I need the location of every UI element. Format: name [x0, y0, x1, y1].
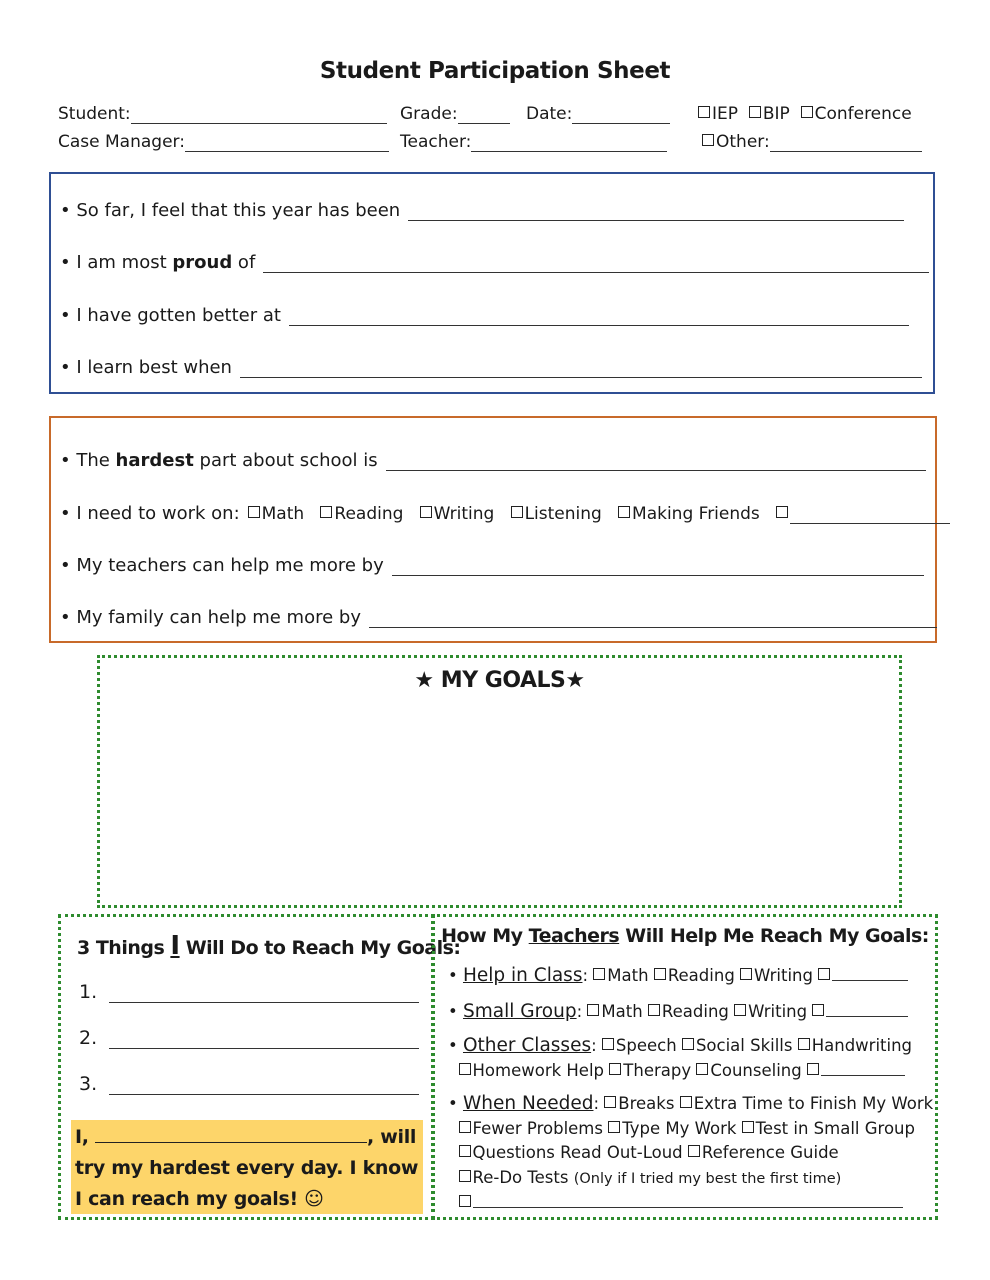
- other-classes-other-checkbox[interactable]: [807, 1061, 905, 1080]
- other-field[interactable]: [702, 132, 922, 152]
- prompt-year-feeling[interactable]: • So far, I feel that this year has been: [60, 200, 904, 221]
- test-small-group-checkbox[interactable]: Test in Small Group: [742, 1119, 915, 1138]
- group-math-checkbox[interactable]: Math: [587, 1002, 642, 1021]
- teachers-help-box: [432, 914, 938, 1220]
- reflection-section: [49, 172, 935, 394]
- social-skills-checkbox[interactable]: Social Skills: [682, 1036, 793, 1055]
- work-other-checkbox[interactable]: [776, 504, 950, 524]
- my-goals-box[interactable]: [97, 655, 902, 908]
- meeting-type-checkboxes: [698, 104, 912, 124]
- date-label: Date:: [526, 104, 573, 124]
- class-other-checkbox[interactable]: [818, 966, 908, 985]
- page-title: Student Participation Sheet: [319, 58, 671, 84]
- prompt-gotten-better[interactable]: • I have gotten better at: [60, 305, 909, 326]
- work-writing-checkbox[interactable]: Writing: [420, 504, 495, 524]
- my-goals-title: ★ MY GOALS★: [414, 668, 585, 693]
- bip-checkbox[interactable]: BIP: [749, 104, 790, 124]
- counseling-checkbox[interactable]: Counseling: [696, 1061, 801, 1080]
- three-things-box: [58, 914, 461, 1220]
- help-in-class-row: • Help in Class: Math Reading Writing: [448, 964, 908, 989]
- prompt-most-proud[interactable]: • I am most proud of: [60, 252, 929, 273]
- grade-label: Grade:: [400, 104, 458, 124]
- fewer-problems-checkbox[interactable]: Fewer Problems: [459, 1119, 603, 1138]
- breaks-checkbox[interactable]: Breaks: [604, 1094, 674, 1113]
- class-reading-checkbox[interactable]: Reading: [654, 966, 735, 985]
- type-work-checkbox[interactable]: Type My Work: [608, 1119, 736, 1138]
- small-group-row: • Small Group: Math Reading Writing: [448, 1000, 908, 1025]
- teacher-label: Teacher:: [400, 132, 472, 152]
- pledge-box[interactable]: I, , will try my hardest every day. I know I can reach my goals! ☺: [71, 1120, 423, 1214]
- thing-item-2[interactable]: 2.: [79, 1027, 419, 1049]
- prompt-teachers-help[interactable]: • My teachers can help me more by: [60, 555, 924, 576]
- case-manager-label: Case Manager:: [58, 132, 185, 152]
- prompt-hardest-part[interactable]: • The hardest part about school is: [60, 450, 926, 471]
- group-other-checkbox[interactable]: [812, 1002, 908, 1021]
- therapy-checkbox[interactable]: Therapy: [609, 1061, 691, 1080]
- homework-help-checkbox[interactable]: Homework Help: [459, 1061, 605, 1080]
- group-reading-checkbox[interactable]: Reading: [648, 1002, 729, 1021]
- other-label: Other:: [716, 132, 770, 152]
- redo-tests-note: (Only if I tried my best the first time): [573, 1170, 842, 1187]
- challenges-section: [49, 416, 937, 643]
- extra-time-checkbox[interactable]: Extra Time to Finish My Work: [680, 1094, 933, 1113]
- case-manager-field[interactable]: [58, 132, 389, 152]
- reference-guide-checkbox[interactable]: Reference Guide: [688, 1143, 839, 1162]
- work-listening-checkbox[interactable]: Listening: [511, 504, 602, 524]
- teacher-field[interactable]: [400, 132, 667, 152]
- when-needed-row: • When Needed: Breaks Extra Time to Finish My Work Fewer Problems Type My Work Test in Small Group Questions Read Out-Loud Reference Guide Re-Do Tests (Only if I tried my best the first time): [448, 1092, 933, 1216]
- redo-tests-checkbox[interactable]: Re-Do Tests: [459, 1168, 569, 1187]
- handwriting-checkbox[interactable]: Handwriting: [798, 1036, 912, 1055]
- when-needed-other-checkbox[interactable]: [459, 1193, 903, 1212]
- thing-item-1[interactable]: 1.: [79, 981, 419, 1003]
- conference-checkbox[interactable]: Conference: [801, 104, 912, 124]
- class-math-checkbox[interactable]: Math: [593, 966, 648, 985]
- student-field[interactable]: [58, 104, 387, 124]
- questions-read-checkbox[interactable]: Questions Read Out-Loud: [459, 1143, 683, 1162]
- speech-checkbox[interactable]: Speech: [602, 1036, 677, 1055]
- teachers-help-title: How My Teachers Will Help Me Reach My Goals:: [441, 925, 929, 947]
- prompt-family-help[interactable]: • My family can help me more by: [60, 607, 937, 628]
- iep-checkbox[interactable]: IEP: [698, 104, 738, 124]
- date-field[interactable]: [526, 104, 670, 124]
- group-writing-checkbox[interactable]: Writing: [734, 1002, 807, 1021]
- student-label: Student:: [58, 104, 131, 124]
- grade-field[interactable]: [400, 104, 510, 124]
- other-classes-row: • Other Classes: Speech Social Skills Handwriting Homework Help Therapy Counseling: [448, 1035, 913, 1080]
- work-math-checkbox[interactable]: Math: [248, 504, 305, 524]
- thing-item-3[interactable]: 3.: [79, 1073, 419, 1095]
- prompt-need-to-work-on: • I need to work on: Math Reading Writing Listening Making Friends: [60, 503, 950, 524]
- prompt-learn-best[interactable]: • I learn best when: [60, 357, 922, 378]
- three-things-title: 3 Things I Will Do to Reach My Goals:: [77, 931, 461, 961]
- work-friends-checkbox[interactable]: Making Friends: [618, 504, 760, 524]
- work-reading-checkbox[interactable]: Reading: [320, 504, 403, 524]
- class-writing-checkbox[interactable]: Writing: [740, 966, 813, 985]
